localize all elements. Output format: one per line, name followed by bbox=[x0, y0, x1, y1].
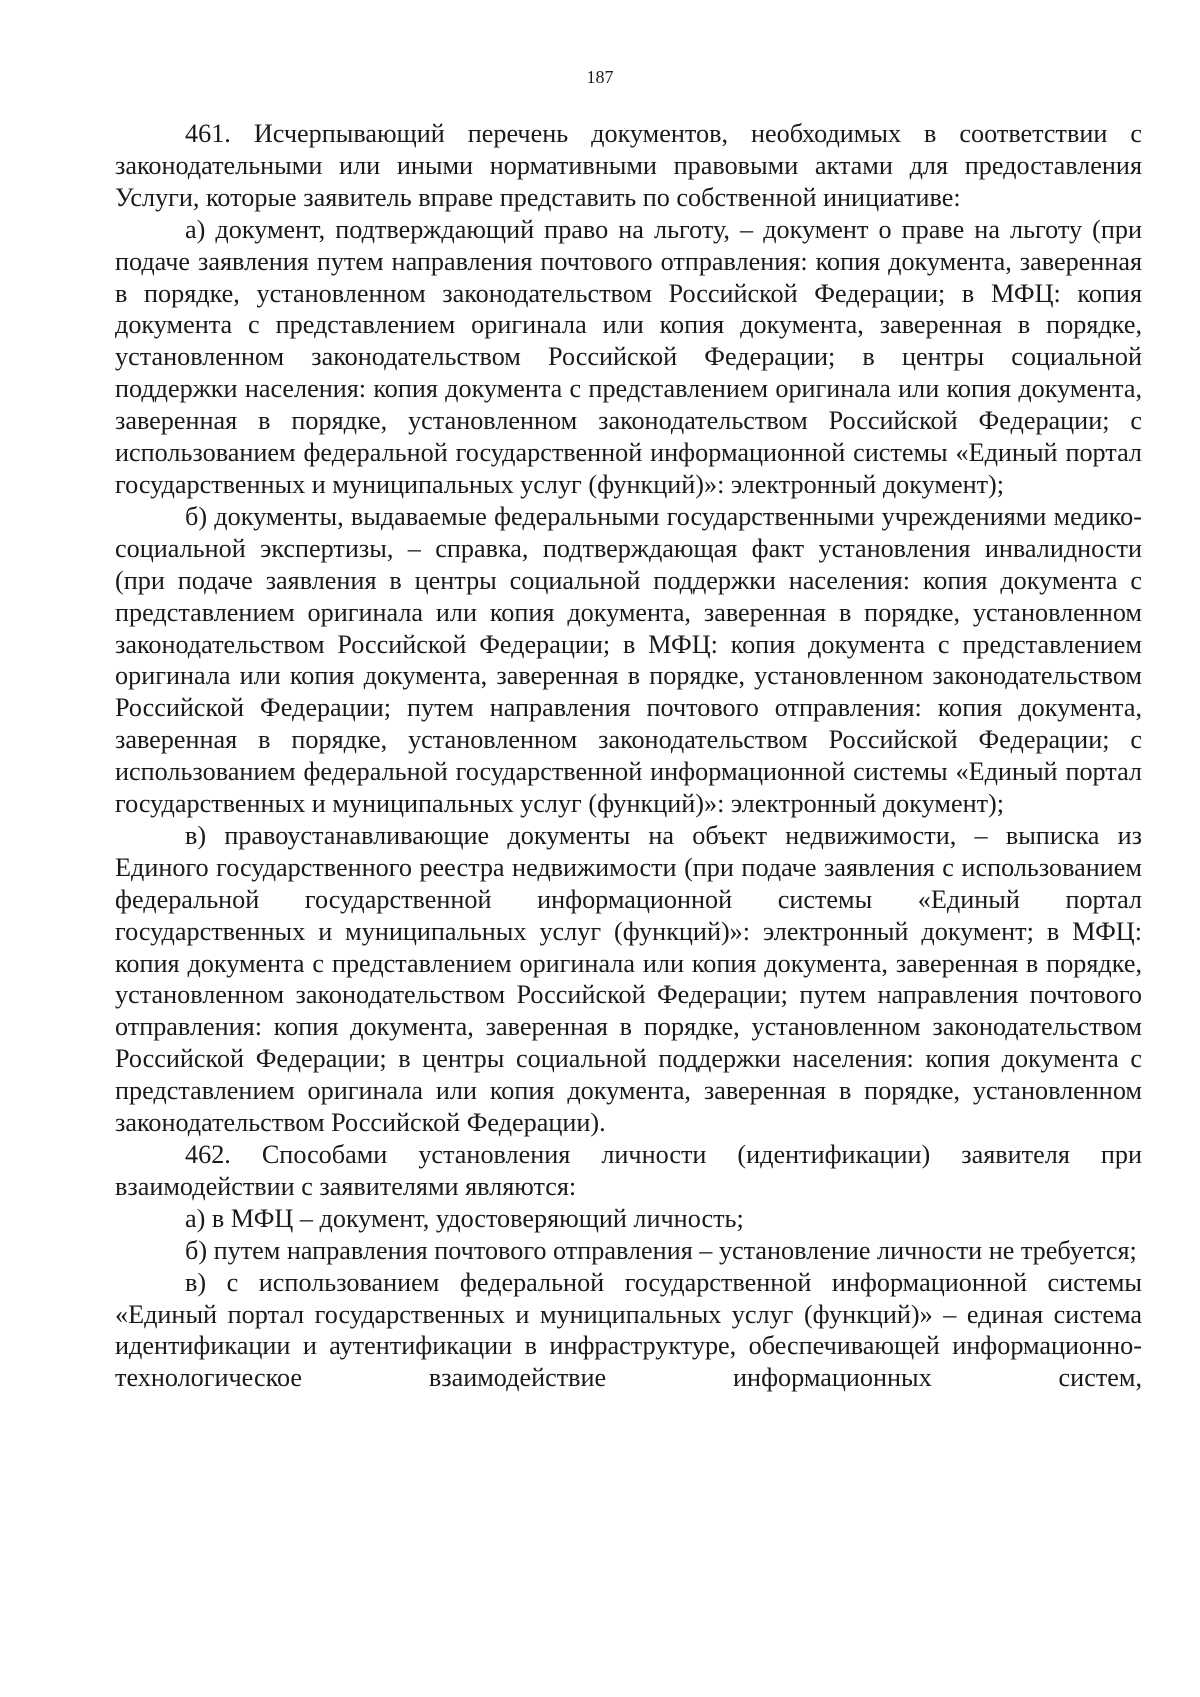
page-number: 187 bbox=[586, 67, 614, 87]
paragraph-461-b: б) документы, выдаваемые федеральными государственными учреждениями медико-социальной экспертизы, – справка, подтверждающая факт установления инвалидности (при подаче заявления в центры социальной поддержки населения: копия документа с представлением оригинала или копия документа, заверенная в порядке, установленном законодательством Российской Федерации; в МФЦ: копия документа с представлением оригинала или копия документа, заверенная в порядке, установленном законодательством Российской Федерации; путем направления почтового отправления: копия документа, заверенная в порядке, установленном законодательством Российской Федерации; с использованием федеральной государственной информационной системы «Единый портал государственных и муниципальных услуг (функций)»: электронный документ); bbox=[115, 501, 1142, 819]
paragraph-461: 461. Исчерпывающий перечень документов, необходимых в соответствии с законодательными или иными нормативными правовыми актами для предоставления Услуги, которые заявитель вправе представить по собственной инициативе: bbox=[115, 119, 1142, 212]
paragraph-462: 462. Способами установления личности (идентификации) заявителя при взаимодействии с заявителями являются: bbox=[115, 1140, 1142, 1201]
document-body bbox=[115, 118, 1142, 1394]
paragraph-462-a: а) в МФЦ – документ, удостоверяющий личность; bbox=[185, 1203, 744, 1233]
paragraph-462-v: в) с использованием федеральной государственной информационной системы «Единый портал государственных и муниципальных услуг (функций)» – единая система идентификации и аутентификации в инфраструктуре, обеспечивающей информационно-технологическое взаимодействие информационных систем, bbox=[115, 1267, 1142, 1393]
paragraph-461-v: в) правоустанавливающие документы на объект недвижимости, – выписка из Единого государственного реестра недвижимости (при подаче заявления с использованием федеральной государственной информационной системы «Единый портал государственных и муниципальных услуг (функций)»: электронный документ; в МФЦ: копия документа с представлением оригинала или копия документа, заверенная в порядке, установленном законодательством Российской Федерации; путем направления почтового отправления: копия документа, заверенная в порядке, установленном законодательством Российской Федерации; в центры социальной поддержки населения: копия документа с представлением оригинала или копия документа, заверенная в порядке, установленном законодательством Российской Федерации). bbox=[115, 820, 1142, 1138]
paragraph-461-a: а) документ, подтверждающий право на льготу, – документ о праве на льготу (при подаче заявления путем направления почтового отправления: копия документа, заверенная в порядке, установленном законодательством Российской Федерации; в МФЦ: копия документа с представлением оригинала или копия документа, заверенная в порядке, установленном законодательством Российской Федерации; в центры социальной поддержки населения: копия документа с представлением оригинала или копия документа, заверенная в порядке, установленном законодательством Российской Федерации; с использованием федеральной государственной информационной системы «Единый портал государственных и муниципальных услуг (функций)»: электронный документ); bbox=[115, 214, 1142, 499]
paragraph-462-b: б) путем направления почтового отправления – установление личности не требуется; bbox=[185, 1235, 1137, 1265]
